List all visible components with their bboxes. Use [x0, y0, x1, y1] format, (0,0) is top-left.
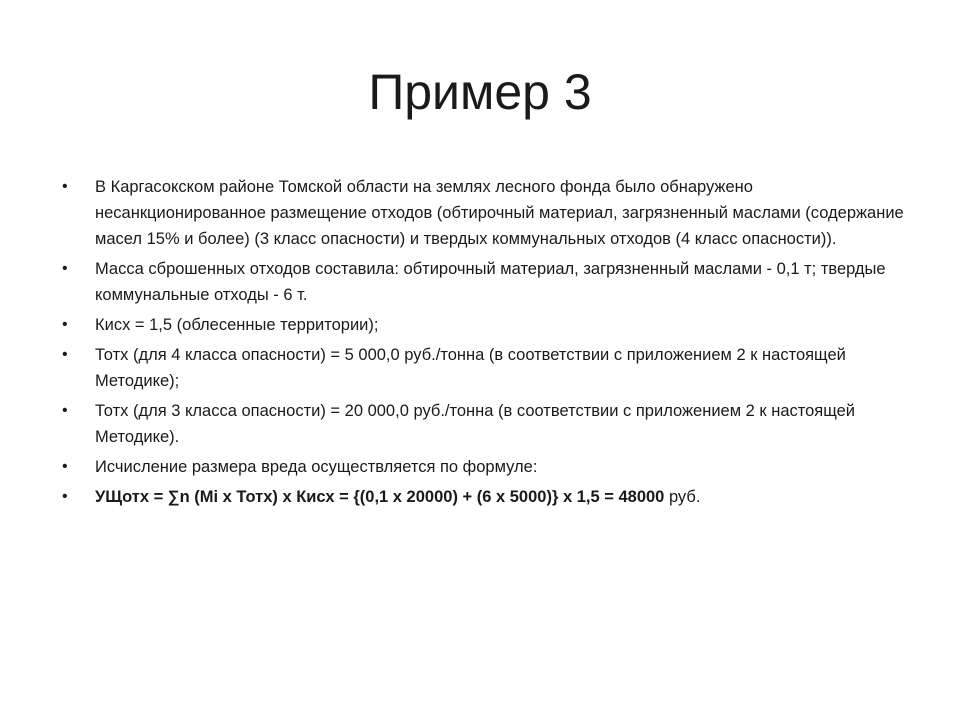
slide-title: Пример 3 [368, 64, 592, 120]
bullet-marker: • [62, 458, 68, 475]
bullet-item-totx-class4 [62, 342, 912, 394]
bullet-list [62, 174, 912, 514]
bullet-text: Исчисление размера вреда осуществляется по формуле: [95, 458, 538, 476]
bullet-marker: • [62, 488, 68, 505]
bullet-item-formula [62, 484, 912, 510]
bullet-marker: • [62, 402, 68, 419]
bullet-text: Тотх (для 4 класса опасности) = 5 000,0 руб./тонна (в соответствии с приложением 2 к настоящей Методике); [95, 346, 846, 390]
formula-expression: УЩотх = ∑n (Mi x Тотх) x Кисх = {(0,1 x 20000) + (6 x 5000)} x 1,5 = 48000 [95, 488, 665, 506]
bullet-text: Тотх (для 3 класса опасности) = 20 000,0 руб./тонна (в соответствии с приложением 2 к настоящей Методике). [95, 402, 856, 446]
bullet-text: В Каргасокском районе Томской области на землях лесного фонда было обнаружено несанкционированное размещение отходов (обтирочный материал, загрязненный маслами (содержание масел 15% и более) (3 класс опасности) и твердых коммунальных отходов (4 класс опасности)). [95, 178, 904, 248]
bullet-item-kisx [62, 312, 912, 338]
bullet-item-totx-class3 [62, 398, 912, 450]
bullet-marker: • [62, 346, 68, 363]
bullet-item-calculation-intro [62, 454, 912, 480]
bullet-marker: • [62, 316, 68, 333]
bullet-item-mass [62, 256, 912, 308]
bullet-marker: • [62, 178, 68, 195]
bullet-text: Масса сброшенных отходов составила: обтирочный материал, загрязненный маслами - 0,1 т; твердые коммунальные отходы - 6 т. [95, 260, 886, 304]
bullet-item-location [62, 174, 912, 252]
formula-unit: руб. [664, 488, 701, 506]
bullet-marker: • [62, 260, 68, 277]
bullet-text: Кисх = 1,5 (облесенные территории); [95, 316, 379, 334]
